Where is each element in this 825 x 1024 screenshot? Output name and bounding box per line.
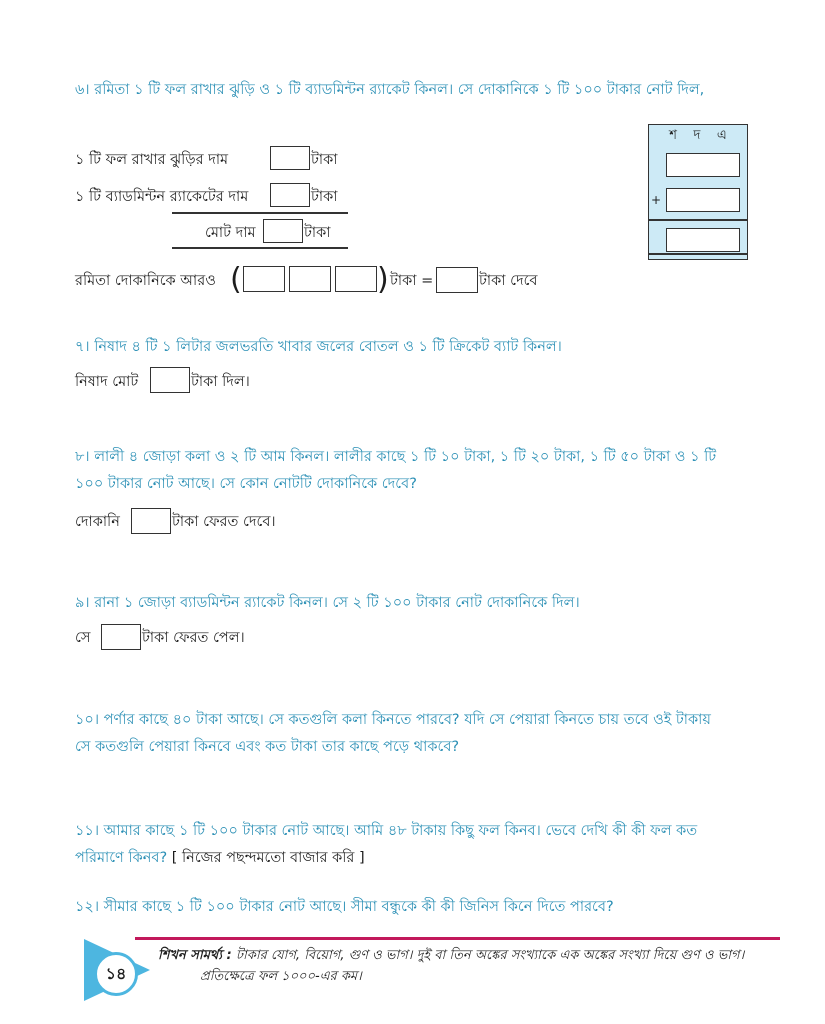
pv-header-hundreds: শ [669, 127, 677, 143]
q6-will-give-label: টাকা দেবে [479, 273, 538, 289]
pv-bottom-line [649, 253, 747, 255]
q7-suffix: টাকা দিল। [191, 374, 250, 390]
page-number-badge [94, 952, 138, 996]
q6-sum-line-bottom [172, 247, 348, 249]
q6-extra-label: রমিতা দোকানিকে আরও [75, 273, 216, 289]
pv-header-tens: দ [693, 127, 701, 143]
footer-rule [135, 937, 780, 940]
q8-question-line1: ৮। লালী ৪ জোড়া কলা ও ২ টি আম কিনল। লালীর কাছে ১ টি ১০ টাকা, ১ টি ২০ টাকা, ১ টি ৫০ টাকা ও ১ টি [75, 449, 717, 465]
q6-sum-line-top [172, 212, 348, 214]
pv-sum-line [649, 219, 747, 221]
pv-plus-sign: + [651, 193, 662, 207]
footer-line1-row [158, 946, 744, 967]
q6-racket-unit: টাকা [311, 189, 338, 205]
place-value-header [649, 125, 747, 147]
q6-equals-label: টাকা = [390, 273, 434, 289]
q11-bracket-note: [ নিজের পছন্দমতো বাজার করি ] [171, 850, 365, 866]
q6-basket-row [75, 149, 228, 171]
q7-question: ৭। নিষাদ ৪ টি ১ লিটার জলভরতি খাবার জলের বোতল ও ১ টি ক্রিকেট ব্যাট কিনল। [75, 339, 562, 355]
q6-total-label: মোট দাম [205, 225, 256, 241]
q6-racket-price-box[interactable] [270, 183, 310, 207]
page-number: ১৪ [105, 963, 127, 983]
pv-row-2-box[interactable] [666, 188, 740, 212]
q9-answer-box[interactable] [101, 624, 141, 650]
q6-hundreds-box[interactable] [243, 266, 285, 292]
q6-basket-price-box[interactable] [270, 146, 310, 170]
q9-question: ৯। রানা ১ জোড়া ব্যাডমিন্টন র‍্যাকেট কিনল। সে ২ টি ১০০ টাকার নোট দোকানিকে দিল। [75, 595, 580, 611]
q7-answer-box[interactable] [150, 367, 190, 393]
q6-racket-label: ১ টি ব্যাডমিন্টন র‍্যাকেটের দাম [75, 189, 249, 205]
q11-line2-row [75, 844, 365, 872]
q8-question-line2: ১০০ টাকার নোট আছে। সে কোন নোটটি দোকানিকে দেবে? [75, 476, 417, 492]
q6-open-paren: ( [230, 262, 242, 297]
q6-basket-unit: টাকা [311, 152, 338, 168]
footer-line2: প্রতিক্ষেত্রে ফল ১০০০-এর কম। [200, 969, 362, 984]
q6-total-unit: টাকা [304, 225, 331, 241]
q6-ones-box[interactable] [335, 266, 377, 292]
q6-total-price-box[interactable] [263, 219, 303, 243]
footer-line1: টাকার যোগ, বিয়োগ, গুণ ও ভাগ। দুই বা তিন অঙ্কের সংখ্যাকে এক অঙ্কের সংখ্যা দিয়ে গুণ ও ভাগ। [235, 948, 745, 963]
place-value-table [648, 124, 748, 260]
q9-prefix: সে [75, 630, 91, 646]
q6-tens-box[interactable] [289, 266, 331, 292]
footer-heading: শিখন সামর্থ্য : [158, 948, 232, 963]
pv-total-box[interactable] [666, 228, 740, 252]
q7-prefix: নিষাদ মোট [75, 374, 139, 390]
q8-suffix: টাকা ফেরত দেবে। [172, 514, 276, 530]
q10-line2: সে কতগুলি পেয়ারা কিনবে এবং কত টাকা তার কাছে পড়ে থাকবে? [75, 739, 460, 755]
q11-line1: ১১। আমার কাছে ১ টি ১০০ টাকার নোট আছে। আমি ৪৮ টাকায় কিছু ফল কিনব। ভেবে দেখি কী কী ফল কত [75, 823, 698, 839]
q9-suffix: টাকা ফেরত পেল। [142, 630, 245, 646]
q8-answer-box[interactable] [131, 508, 171, 534]
pv-header-ones: এ [716, 127, 727, 143]
pv-row-1-box[interactable] [666, 153, 740, 177]
q6-question: ৬। রমিতা ১ টি ফল রাখার ঝুড়ি ও ১ টি ব্যাডমিন্টন র‍্যাকেট কিনল। সে দোকানিকে ১ টি ১০০ টাকার নোট দিল, [75, 82, 705, 98]
q10-line1: ১০। পর্ণার কাছে ৪০ টাকা আছে। সে কতগুলি কলা কিনতে পারবে? যদি সে পেয়ারা কিনতে চায় তবে ওই টাকায় [75, 712, 711, 728]
q12-question: ১২। সীমার কাছে ১ টি ১০০ টাকার নোট আছে। সীমা বন্ধুকে কী কী জিনিস কিনে দিতে পারবে? [75, 899, 614, 915]
q8-prefix: দোকানি [75, 514, 120, 530]
q6-close-paren: ) [377, 262, 389, 297]
q11-line2: পরিমাণে কিনব? [75, 850, 168, 866]
q6-basket-label: ১ টি ফল রাখার ঝুড়ির দাম [75, 152, 229, 168]
q6-extra-amount-box[interactable] [436, 267, 478, 293]
